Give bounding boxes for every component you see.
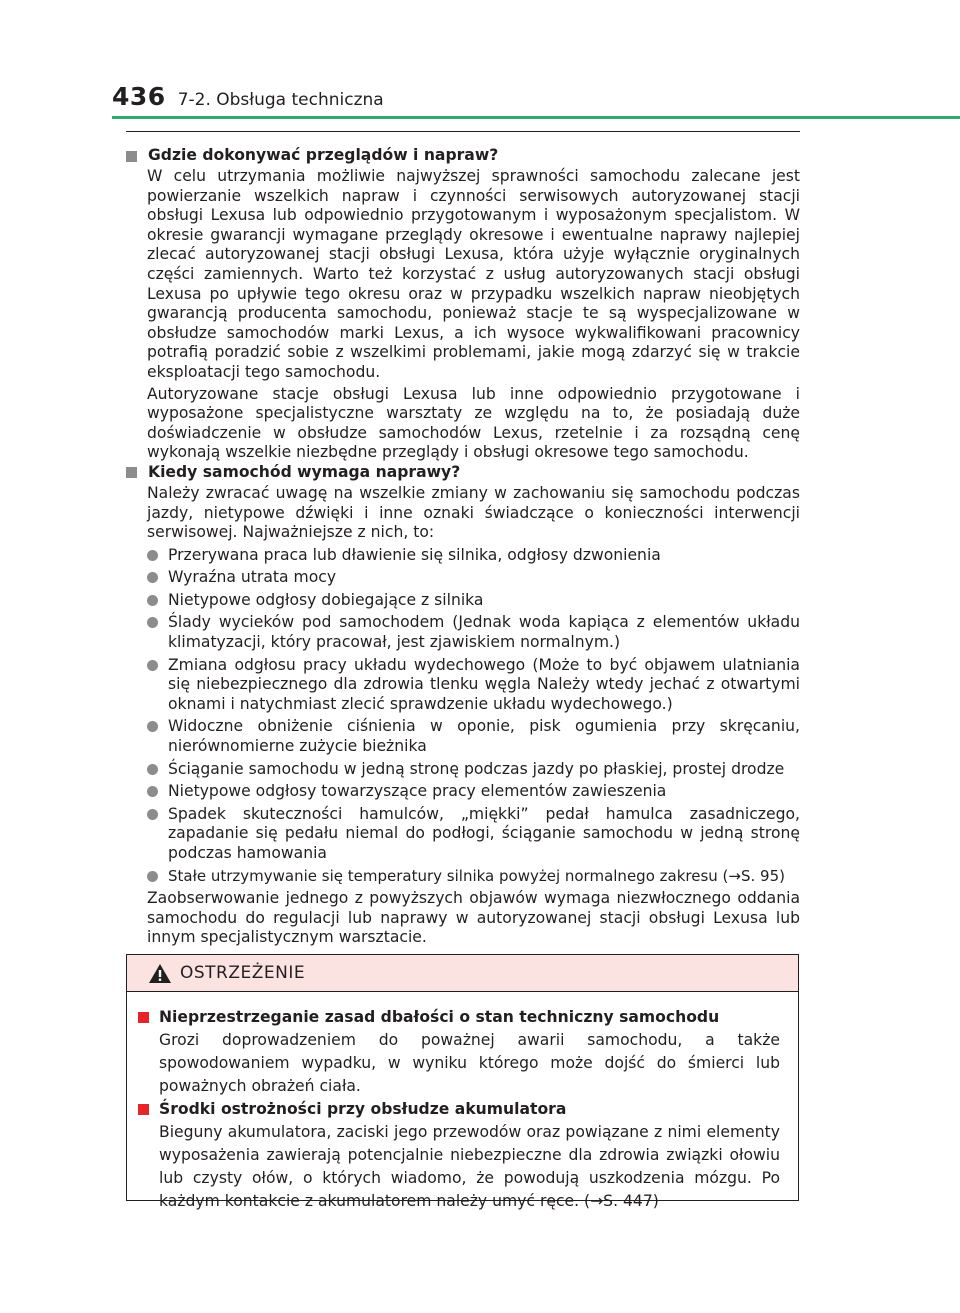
bullet-dot-icon: [147, 660, 158, 671]
list-item: Ściąganie samochodu w jedną stronę podczas jazdy po płaskiej, prostej drodze: [147, 760, 800, 780]
bullet-dot-icon: [147, 786, 158, 797]
list-item: Wyraźna utrata mocy: [147, 568, 800, 588]
list-item: Stałe utrzymywanie się temperatury silnika powyżej normalnego zakresu (→S. 95): [147, 867, 800, 887]
list-item: Ślady wycieków pod samochodem (Jednak woda kapiąca z elementów układu klimatyzacji, który pracował, jest zjawiskiem normalnym.): [147, 613, 800, 652]
red-square-icon: [138, 1104, 149, 1115]
section-title: 7-2. Obsługa techniczna: [177, 90, 384, 110]
square-bullet-icon: [126, 151, 137, 162]
list-item: Zmiana odgłosu pracy układu wydechowego (Może to być objawem ulatniania się niebezpiecznego dla zdrowia tlenku węgla Należy wtedy jechać z otwartymi oknami i natychmiast zlecić sprawdzenie układu wydechowego.): [147, 656, 800, 715]
header-rule: [112, 116, 960, 119]
warning-triangle-icon: [148, 963, 172, 984]
bullet-dot-icon: [147, 764, 158, 775]
bullet-dot-icon: [147, 871, 158, 882]
symptom-list: [147, 546, 800, 887]
red-square-icon: [138, 1012, 149, 1023]
page-number: 436: [112, 82, 166, 111]
section-heading: [126, 146, 800, 166]
bullet-dot-icon: [147, 595, 158, 606]
section-heading-text: Kiedy samochód wymaga naprawy?: [148, 463, 461, 482]
bullet-dot-icon: [147, 617, 158, 628]
warning-item-text: Grozi doprowadzeniem do poważnej awarii samochodu, a także spowodowaniem wypadku, w wyniku którego może dojść do śmierci lub poważnych obrażeń ciała.: [159, 1031, 780, 1095]
warning-item-heading: Środki ostrożności przy obsłudze akumulatora: [138, 1098, 786, 1121]
warning-title: OSTRZEŻENIE: [180, 963, 306, 983]
list-item: Przerywana praca lub dławienie się silnika, odgłosy dzwonienia: [147, 546, 800, 566]
paragraph: Autoryzowane stacje obsługi Lexusa lub inne odpowiednio przygotowane i wyposażone specjalistyczne warsztaty ze względu na to, że posiadają duże doświadczenie w obsłudze samochodów Lexus, rzetelnie i za rozsądną cenę wykonają wszelkie niezbędne przeglądy i obsługi okresowe tego samochodu.: [147, 384, 800, 462]
list-item: Nietypowe odgłosy dobiegające z silnika: [147, 591, 800, 611]
page-header: [112, 82, 384, 116]
bullet-dot-icon: [147, 550, 158, 561]
list-item: Spadek skuteczności hamulców, „miękki” pedał hamulca zasadniczego, zapadanie się pedału niemal do podłogi, ściąganie samochodu w jedną stronę podczas hamowania: [147, 805, 800, 864]
content-top-rule: [126, 131, 800, 132]
warning-box: [126, 954, 799, 1210]
square-bullet-icon: [126, 467, 137, 478]
section-heading: [126, 463, 800, 483]
main-content: [126, 146, 800, 948]
paragraph: W celu utrzymania możliwie najwyższej sprawności samochodu zalecane jest powierzanie wszelkich napraw i czynności serwisowych autoryzowanej stacji obsługi Lexusa lub odpowiednio przygotowanym i wyposażonym specjalistom. W okresie gwarancji wymagane przeglądy okresowe i ewentualne naprawy najlepiej zlecać autoryzowanej stacji obsługi Lexusa, która użyje wyłącznie oryginalnych części zamiennych. Warto też korzystać z usług autoryzowanych stacji obsługi Lexusa po upływie tego okresu oraz w przypadku wszelkich napraw nieobjętych gwarancją producenta samochodu, ponieważ stacje te są wyspecjalizowane w obsłudze samochodów marki Lexus, a ich wysoce wykwalifikowani pracownicy potrafią poradzić sobie z wszelkimi problemami, jakie mogą zdarzyć się w trakcie eksploatacji tego samochodu.: [147, 167, 800, 381]
warning-body: [127, 992, 798, 1213]
bullet-dot-icon: [147, 809, 158, 820]
warning-header: [127, 955, 798, 992]
closing-paragraph: Zaobserwowanie jednego z powyższych objawów wymaga niezwłocznego oddania samochodu do regulacji lub naprawy w autoryzowanej stacji obsługi Lexusa lub innym specjalistycznym warsztacie.: [147, 889, 800, 947]
bullet-dot-icon: [147, 572, 158, 583]
list-item: Widoczne obniżenie ciśnienia w oponie, pisk ogumienia przy skręcaniu, nierównomierne zużycie bieżnika: [147, 717, 800, 756]
paragraph: Należy zwracać uwagę na wszelkie zmiany w zachowaniu się samochodu podczas jazdy, nietypowe dźwięki i inne oznaki świadczące o konieczności interwencji serwisowej. Najważniejsze z nich, to:: [147, 483, 800, 542]
section-heading-text: Gdzie dokonywać przeglądów i napraw?: [148, 146, 499, 165]
warning-item-text: Bieguny akumulatora, zaciski jego przewodów oraz powiązane z nimi elementy wyposażenia zawierają potencjalnie niebezpieczne dla zdrowia związki ołowiu lub czysty ołów, o których wiadomo, że powodują uszkodzenia mózgu. Po każdym kontakcie z akumulatorem należy umyć ręce. (→S. 447): [159, 1123, 780, 1210]
warning-item-heading: Nieprzestrzeganie zasad dbałości o stan techniczny samochodu: [138, 1006, 786, 1029]
bullet-dot-icon: [147, 721, 158, 732]
list-item: Nietypowe odgłosy towarzyszące pracy elementów zawieszenia: [147, 782, 800, 802]
